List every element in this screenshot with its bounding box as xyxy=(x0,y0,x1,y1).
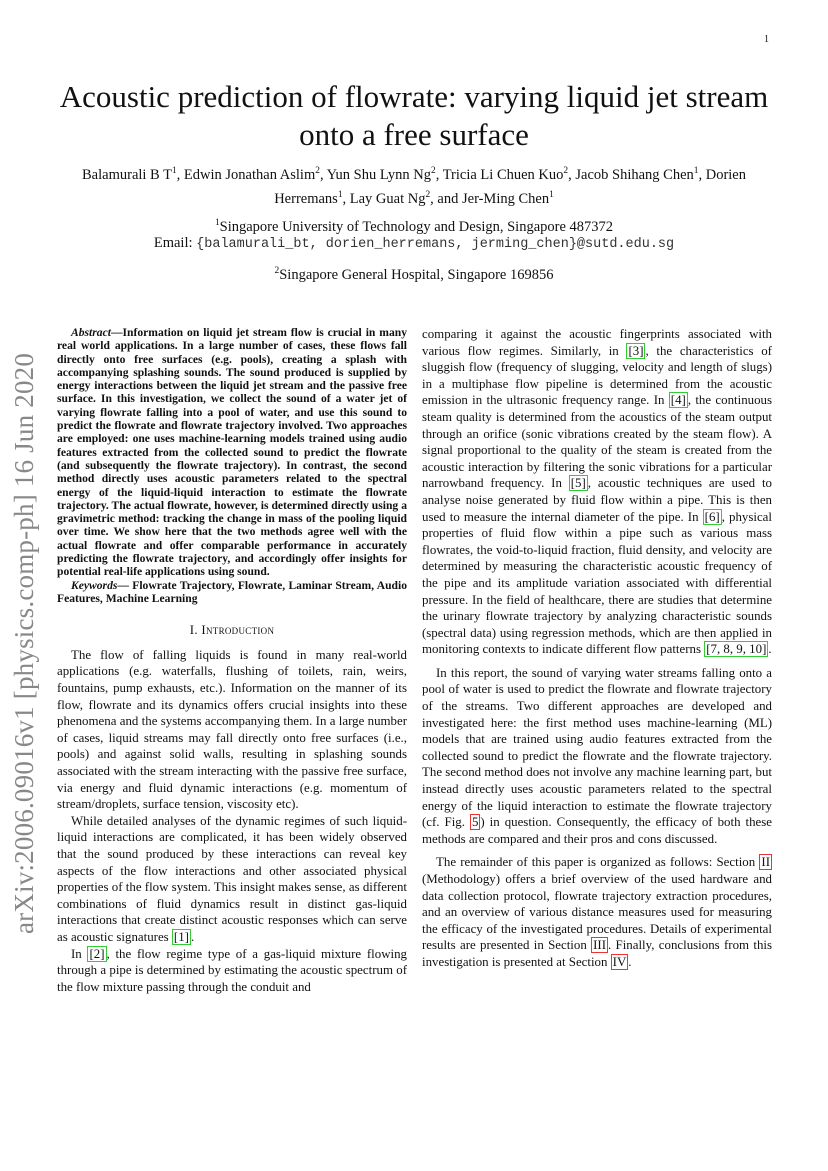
intro-paragraph-4: In this report, the sound of varying water streams falling onto a pool of water is used to predict the flowrate and flowrate trajectory of the streams. Two different approaches are developed and investigated here: the first method uses machine-learning (ML) models that are trained using audio features extracted from the collected sound to predict the flowrate and the flowrate trajectory. The second method does not involve any machine learning part, but instead directly uses acoustic parameters related to the spectral energy of the liquid interaction to estimate the flowrate trajectory (cf. Fig. 5 ) in question. Consequently, the efficacy of both these methods are compared and their pros and cons discussed. xyxy=(422,665,772,846)
intro-paragraph-3-continued: comparing it against the acoustic fingerprints associated with various flow regimes. Similarly, in [3] , the characteristics of sluggish flow (frequency of slugging, velocity and length of slugs) in a multiphase flow pipeline is determined from the acoustic emission in the ultrasonic frequency range. In [4] , the continuous steam quality is determined from the acoustics of the steam output through an orifice (sonic vibrations created by the steam flow). A signal proportional to the quality of the steam is created from the acoustic interaction by filtering the sonic vibrations for a particular narrowband frequency. In [5] , acoustic techniques are used to analyse noise generated by fluid flow within a pipe. This is then used to measure the internal diameter of the pipe. In [6] , physical properties of fluid flow within a pipe such as various mass flowrates, the void-to-liquid fraction, fluid density, and velocity are determined by measuring the characteristic acoustic frequency of the pipe and its amplitude variation associated with differential pressure. In the field of healthcare, there are studies that determine the urinary flowrate trajectory by analyzing characteristic sounds (spectral data) using regression methods, which are then applied in monitoring contexts to indicate different flow patterns [7, 8, 9, 10] . xyxy=(422,327,772,657)
author-name: Balamurali B T xyxy=(82,166,172,183)
figure-link[interactable]: 5 xyxy=(471,815,479,830)
author-name: Lay Guat Ng xyxy=(349,190,426,207)
arxiv-identifier-stamp[interactable]: arXiv:2006.09016v1 [physics.comp-ph] 16 Jun 2020 xyxy=(9,352,39,934)
author-affiliation-mark: 1 xyxy=(549,189,554,200)
right-column xyxy=(422,326,772,971)
author-affiliation-mark: 1 xyxy=(337,189,343,200)
intro-paragraph-2: While detailed analyses of the dynamic regimes of such liquid-liquid interactions are complicated, it has been widely observed that the sound produced by these interactions can reveal key aspects of the flow interactions and other associated physical properties of the flow system. This insight makes sense, as different combinations of fluid dynamics result in distinct gas-liquid interactions that create distinct acoustic responses which can serve as acoustic signatures [1] . xyxy=(57,813,407,944)
intro-paragraph-5: The remainder of this paper is organized as follows: Section II (Methodology) offers a brief overview of the used hardware and data collection protocol, flowrate trajectory extraction procedures, and an overview of various distance measures used for measuring the efficacy of the investigated procedures. Details of experimental results are presented in Section III . Finally, conclusions from this investigation is presented at Section IV . xyxy=(422,855,772,969)
author-name: Jer-Ming Chen xyxy=(461,190,550,207)
keywords: Keywords— Flowrate Trajectory, Flowrate, Laminar Stream, Audio Features, Machine Learning xyxy=(57,578,407,605)
section-heading-introduction: I. Introduction xyxy=(189,623,275,638)
citation-link[interactable]: [3] xyxy=(628,343,644,358)
citation-link[interactable]: [4] xyxy=(670,393,686,408)
abstract-label: Abstract xyxy=(71,326,111,339)
keywords-label: Keywords xyxy=(71,578,118,592)
citation-link[interactable]: [1] xyxy=(173,929,189,944)
paper-title: Acoustic prediction of flowrate: varying liquid jet stream onto a free surface xyxy=(59,79,769,152)
author-name: Edwin Jonathan Aslim xyxy=(183,166,316,183)
citation-link[interactable]: [5] xyxy=(570,476,586,491)
affiliation-sutd: $^1$Singapore University of Technology and Design, Singapore 487372 xyxy=(214,218,614,235)
intro-paragraph-1: The flow of falling liquids is found in many real-world applications (e.g. waterfalls, flushing of toilets, rain, weirs, fountains, pump exhausts, etc.). Information on the manner of its flow, flowrate and its dynamics offers crucial insights into these phenomena and the systems accompanying them. In a large number of cases, liquid streams may fall directly onto free surfaces (i.e., pools) and against solid walls, resulting in splashing sounds associated with the stream interacting with the passive free surface, via energy and fluid dynamic interactions (e.g. momentum of stream/droplets, surface tension, viscosity etc). xyxy=(57,647,407,812)
author-affiliation-mark: 2 xyxy=(315,166,320,176)
affiliation-sgh: $^2$Singapore General Hospital, Singapore 169856 xyxy=(274,266,554,283)
intro-paragraph-3: In [2] , the flow regime type of a gas-liquid mixture flowing through a pipe is determined by estimating the acoustic spectrum of the flow mixture passing through the conduit and xyxy=(57,946,407,994)
section-link[interactable]: IV xyxy=(612,954,627,969)
author-affiliation-mark: 2 xyxy=(431,166,436,176)
author-name: Yun Shu Lynn Ng xyxy=(326,166,431,183)
author-list: Balamurali B $T^1$, Edwin Jonathan Aslim$^2$, Yun Shu Lynn Ng$^2$, Tricia Li Chuen Kuo$^2$, Jacob Shihang Chen$^1$, Dorien Herremans$^1$, Lay Guat Ng$^2$, and Jer-Ming Chen$^1$ xyxy=(82,166,746,207)
author-emails: Email: {balamurali_bt, dorien_herremans, jerming_chen}@sutd.edu.sg xyxy=(153,235,675,252)
author-affiliation-mark: 2 xyxy=(563,166,569,176)
author-name: Dorien Herremans xyxy=(274,166,746,207)
left-column xyxy=(57,326,407,995)
citation-link[interactable]: [7, 8, 9, 10] xyxy=(706,642,767,657)
section-link[interactable]: II xyxy=(761,855,770,870)
citation-link[interactable]: [2] xyxy=(89,946,105,961)
page-number: 1 xyxy=(764,34,769,45)
abstract: Abstract—Information on liquid jet stream flow is crucial in many real world applications. In a large number of cases, these flows fall directly onto free surfaces (e.g. pools), creating a splash with accompanying splashing sounds. The sound produced is supplied by energy interactions between the liquid jet stream and the passive free surface. In this investigation, we collect the sound of a water jet of varying flowrate falling into a pool of water, and use this sound to predict the flowrate and flowrate trajectory involved. Two approaches are employed: one uses machine-learning models trained using audio features extracted from the collected sound to predict the flowrate (and subsequently the flowrate trajectory). In contrast, the second method directly uses acoustic parameters related to the spectral energy of the liquid-liquid interaction to estimate the flowrate trajectory. The actual flowrate, however, is determined directly using a gravimetric method: tracking the change in mass of the pooling liquid over time. We show here that the two methods agree well with the actual flowrate and offer comparable performance in accurately predicting the flowrate trajectory, and accordingly offer insights for potential real-life applications using sound. xyxy=(57,326,407,579)
author-affiliation-mark: 2 xyxy=(425,189,431,200)
author-affiliation-mark: 1 xyxy=(171,166,177,176)
author-name: Jacob Shihang Chen xyxy=(575,166,694,183)
citation-link[interactable]: [6] xyxy=(704,509,720,524)
author-name: Tricia Li Chuen Kuo xyxy=(442,166,564,183)
email-addresses: {balamurali_bt, dorien_herremans, jerming_chen}@sutd.edu.sg xyxy=(196,237,675,252)
section-link[interactable]: III xyxy=(593,938,606,953)
author-affiliation-mark: 1 xyxy=(693,166,699,176)
